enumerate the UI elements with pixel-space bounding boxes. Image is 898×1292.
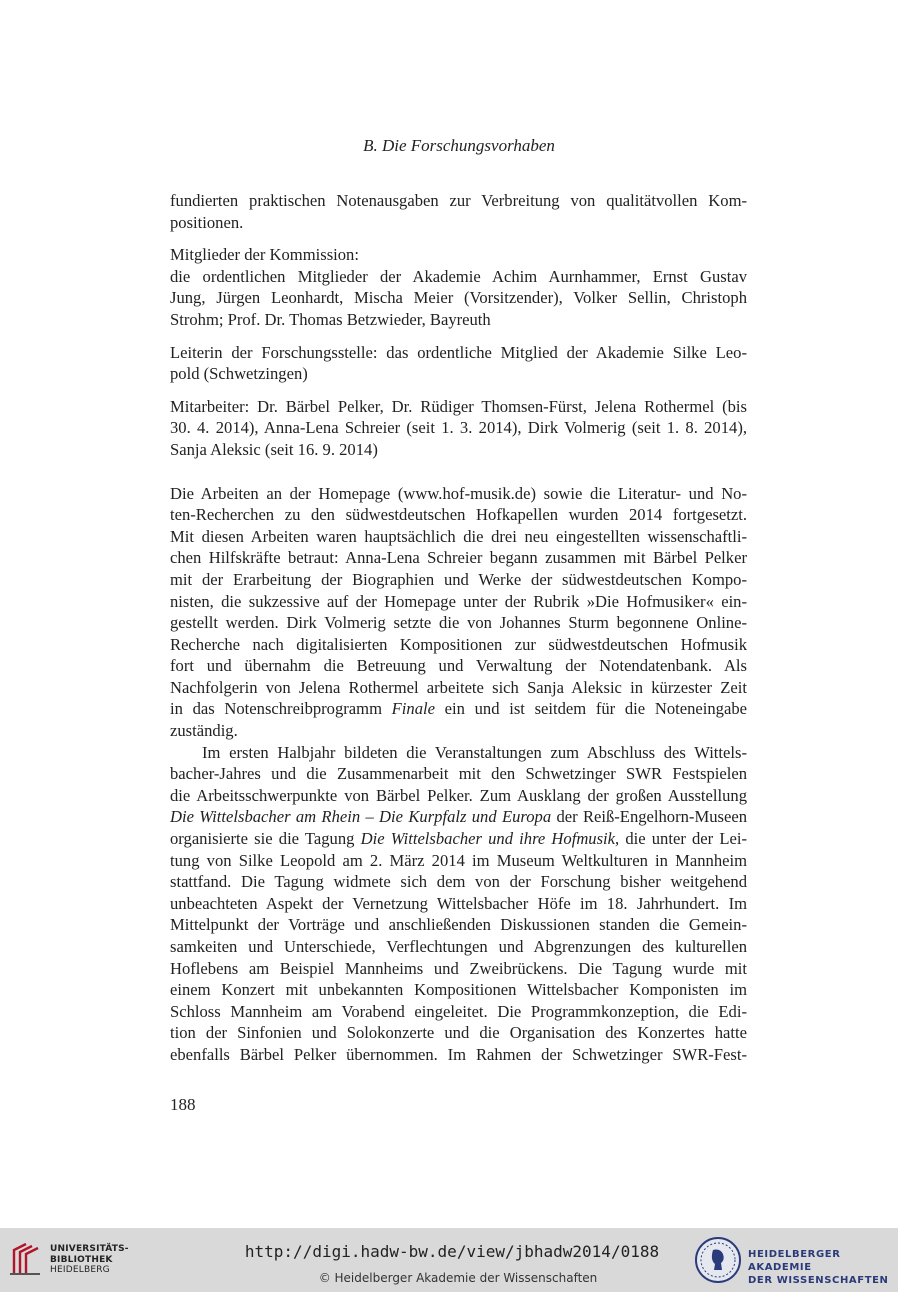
italic-exhibition-title: Die Wittelsbacher am Rhein – Die Kurpfalz und Europa	[170, 807, 552, 827]
text-line: Mittelpunkt der Vorträge und anschließenden Diskussionen standen die Gemein-	[170, 915, 747, 935]
text-line: Mitglieder der Kommission:	[170, 245, 359, 265]
text-line: 30. 4. 2014), Anna-Lena Schreier (seit 1. 3. 2014), Dirk Volmerig (seit 1. 8. 2014),	[170, 418, 747, 438]
italic-conference-title: Die Wittelsbacher und ihre Hofmusik	[360, 829, 616, 849]
footer-bar	[0, 1228, 898, 1292]
text-line: die Arbeitsschwerpunkte von Bärbel Pelker. Zum Ausklang der großen Ausstellung	[170, 785, 747, 805]
text-line: ebenfalls Bärbel Pelker übernommen. Im Rahmen der Schwetzinger SWR-Fest-	[170, 1044, 747, 1064]
text-line: Strohm; Prof. Dr. Thomas Betzwieder, Bayreuth	[170, 309, 491, 329]
ub-logo-line: UNIVERSITÄTS-	[50, 1244, 129, 1254]
text-line: nisten, die sukzessive auf der Homepage unter der Rubrik »Die Hofmusiker« ein-	[170, 591, 747, 611]
ub-logo-line: BIBLIOTHEK	[50, 1254, 113, 1265]
academy-seal-icon	[694, 1236, 742, 1284]
page-number: 188	[170, 1095, 196, 1114]
text-line: Mitarbeiter: Dr. Bärbel Pelker, Dr. Rüdiger Thomsen-Fürst, Jelena Rothermel (bis	[170, 396, 747, 416]
text-line: Schloss Mannheim am Vorabend eingeleitet. Die Programmkonzeption, die Edi-	[170, 1001, 747, 1021]
text-line: einem Konzert mit unbekannten Kompositionen Wittelsbacher Komponisten im	[170, 980, 747, 1000]
text-line: chen Hilfskräfte betraut: Anna-Lena Schreier begann zusammen mit Bärbel Pelker	[170, 548, 747, 568]
text-line: fort und übernahm die Betreuung und Verwaltung der Notendatenbank. Als	[170, 656, 747, 676]
text-line: Leiterin der Forschungsstelle: das ordentliche Mitglied der Akademie Silke Leo-	[170, 342, 747, 362]
permalink-url[interactable]: http://digi.hadw-bw.de/view/jbhadw2014/0188	[244, 1242, 660, 1261]
paragraph-staff	[170, 396, 747, 461]
text-run: der Reiß-Engelhorn-Museen	[551, 807, 747, 827]
hadw-logo[interactable]	[694, 1236, 894, 1286]
text-line: gestellt werden. Dirk Volmerig setzte die von Johannes Sturm begonnene Online-	[170, 613, 747, 633]
paragraph-director	[170, 342, 747, 385]
running-head: B. Die Forschungsvorhaben	[363, 136, 555, 155]
text-line	[170, 806, 747, 828]
text-line: tion der Sinfonien und Solokonzerte und die Organisation des Konzertes hatte	[170, 1023, 747, 1043]
text-line: samkeiten und Unterschiede, Verflechtungen und Abgrenzungen des kulturellen	[170, 937, 747, 956]
text-line: positionen.	[170, 212, 244, 232]
text-line: zuständig.	[170, 721, 238, 741]
text-line: Im ersten Halbjahr bildeten die Veranstaltungen zum Abschluss des Wittels-	[202, 742, 747, 762]
text-line: ten-Recherchen zu den südwestdeutschen Hofkapellen wurden 2014 fortgesetzt.	[170, 505, 747, 525]
text-run: in das Notenschreibprogramm	[170, 699, 392, 719]
text-line: Mit diesen Arbeiten waren hauptsächlich die drei neu eingestellten wissenschaftli-	[170, 526, 747, 546]
text-line: tung von Silke Leopold am 2. März 2014 im Museum Weltkulturen in Mannheim	[170, 850, 747, 870]
text-line: mit der Erarbeitung der Biographien und Werke der südwestdeutschen Kompo-	[170, 569, 747, 589]
text-line: die ordentlichen Mitglieder der Akademie Achim Aurnhammer, Ernst Gustav	[170, 266, 747, 286]
text-line: stattfand. Die Tagung widmete sich dem von der Forschung bisher weitgehend	[170, 872, 747, 892]
hadw-logo-line: HEIDELBERGER AKADEMIE	[748, 1249, 841, 1273]
text-line: fundierten praktischen Notenausgaben zur Verbreitung von qualitätvollen Kom-	[170, 191, 747, 210]
text-line: Die Arbeiten an der Homepage (www.hof-musik.de) sowie die Literatur- und No-	[170, 483, 747, 503]
text-line	[170, 698, 747, 720]
paragraph-members	[170, 244, 747, 330]
paragraph-report-1	[170, 483, 747, 742]
copyright-notice: © Heidelberger Akademie der Wissenschaften	[318, 1271, 598, 1285]
ub-logo-line: HEIDELBERG	[50, 1265, 110, 1275]
paragraph-report-2	[170, 742, 747, 1066]
text-line: Nachfolgerin von Jelena Rothermel arbeitete sich Sanja Aleksic in kürzester Zeit	[170, 677, 747, 697]
text-line: unbeachteten Aspekt der Vernetzung Wittelsbacher Höfe im 18. Jahrhundert. Im	[170, 893, 747, 913]
text-run: ein und ist seitdem für die Noteneingabe	[435, 699, 747, 719]
text-run: organisierte sie die Tagung	[170, 829, 361, 849]
text-line: Sanja Aleksic (seit 16. 9. 2014)	[170, 439, 378, 459]
text-line	[170, 828, 747, 850]
body-text	[170, 190, 747, 1066]
text-line: Jung, Jürgen Leonhardt, Mischa Meier (Vorsitzender), Volker Sellin, Christoph	[170, 288, 747, 308]
text-line: bacher-Jahres und die Zusammenarbeit mit den Schwetzinger SWR Festspielen	[170, 764, 747, 784]
hadw-logo-line: DER WISSENSCHAFTEN	[748, 1275, 889, 1286]
italic-title-finale: Finale	[391, 699, 435, 719]
paragraph-intro	[170, 190, 747, 233]
text-run: , die unter der Lei-	[615, 829, 747, 849]
text-line: pold (Schwetzingen)	[170, 364, 308, 384]
hadw-logo-text	[748, 1248, 894, 1287]
text-line: Recherche nach digitalisierten Kompositionen zur südwestdeutschen Hofmusik	[170, 634, 747, 654]
text-line: Hoflebens am Beispiel Mannheims und Zweibrückens. Die Tagung wurde mit	[170, 958, 747, 978]
